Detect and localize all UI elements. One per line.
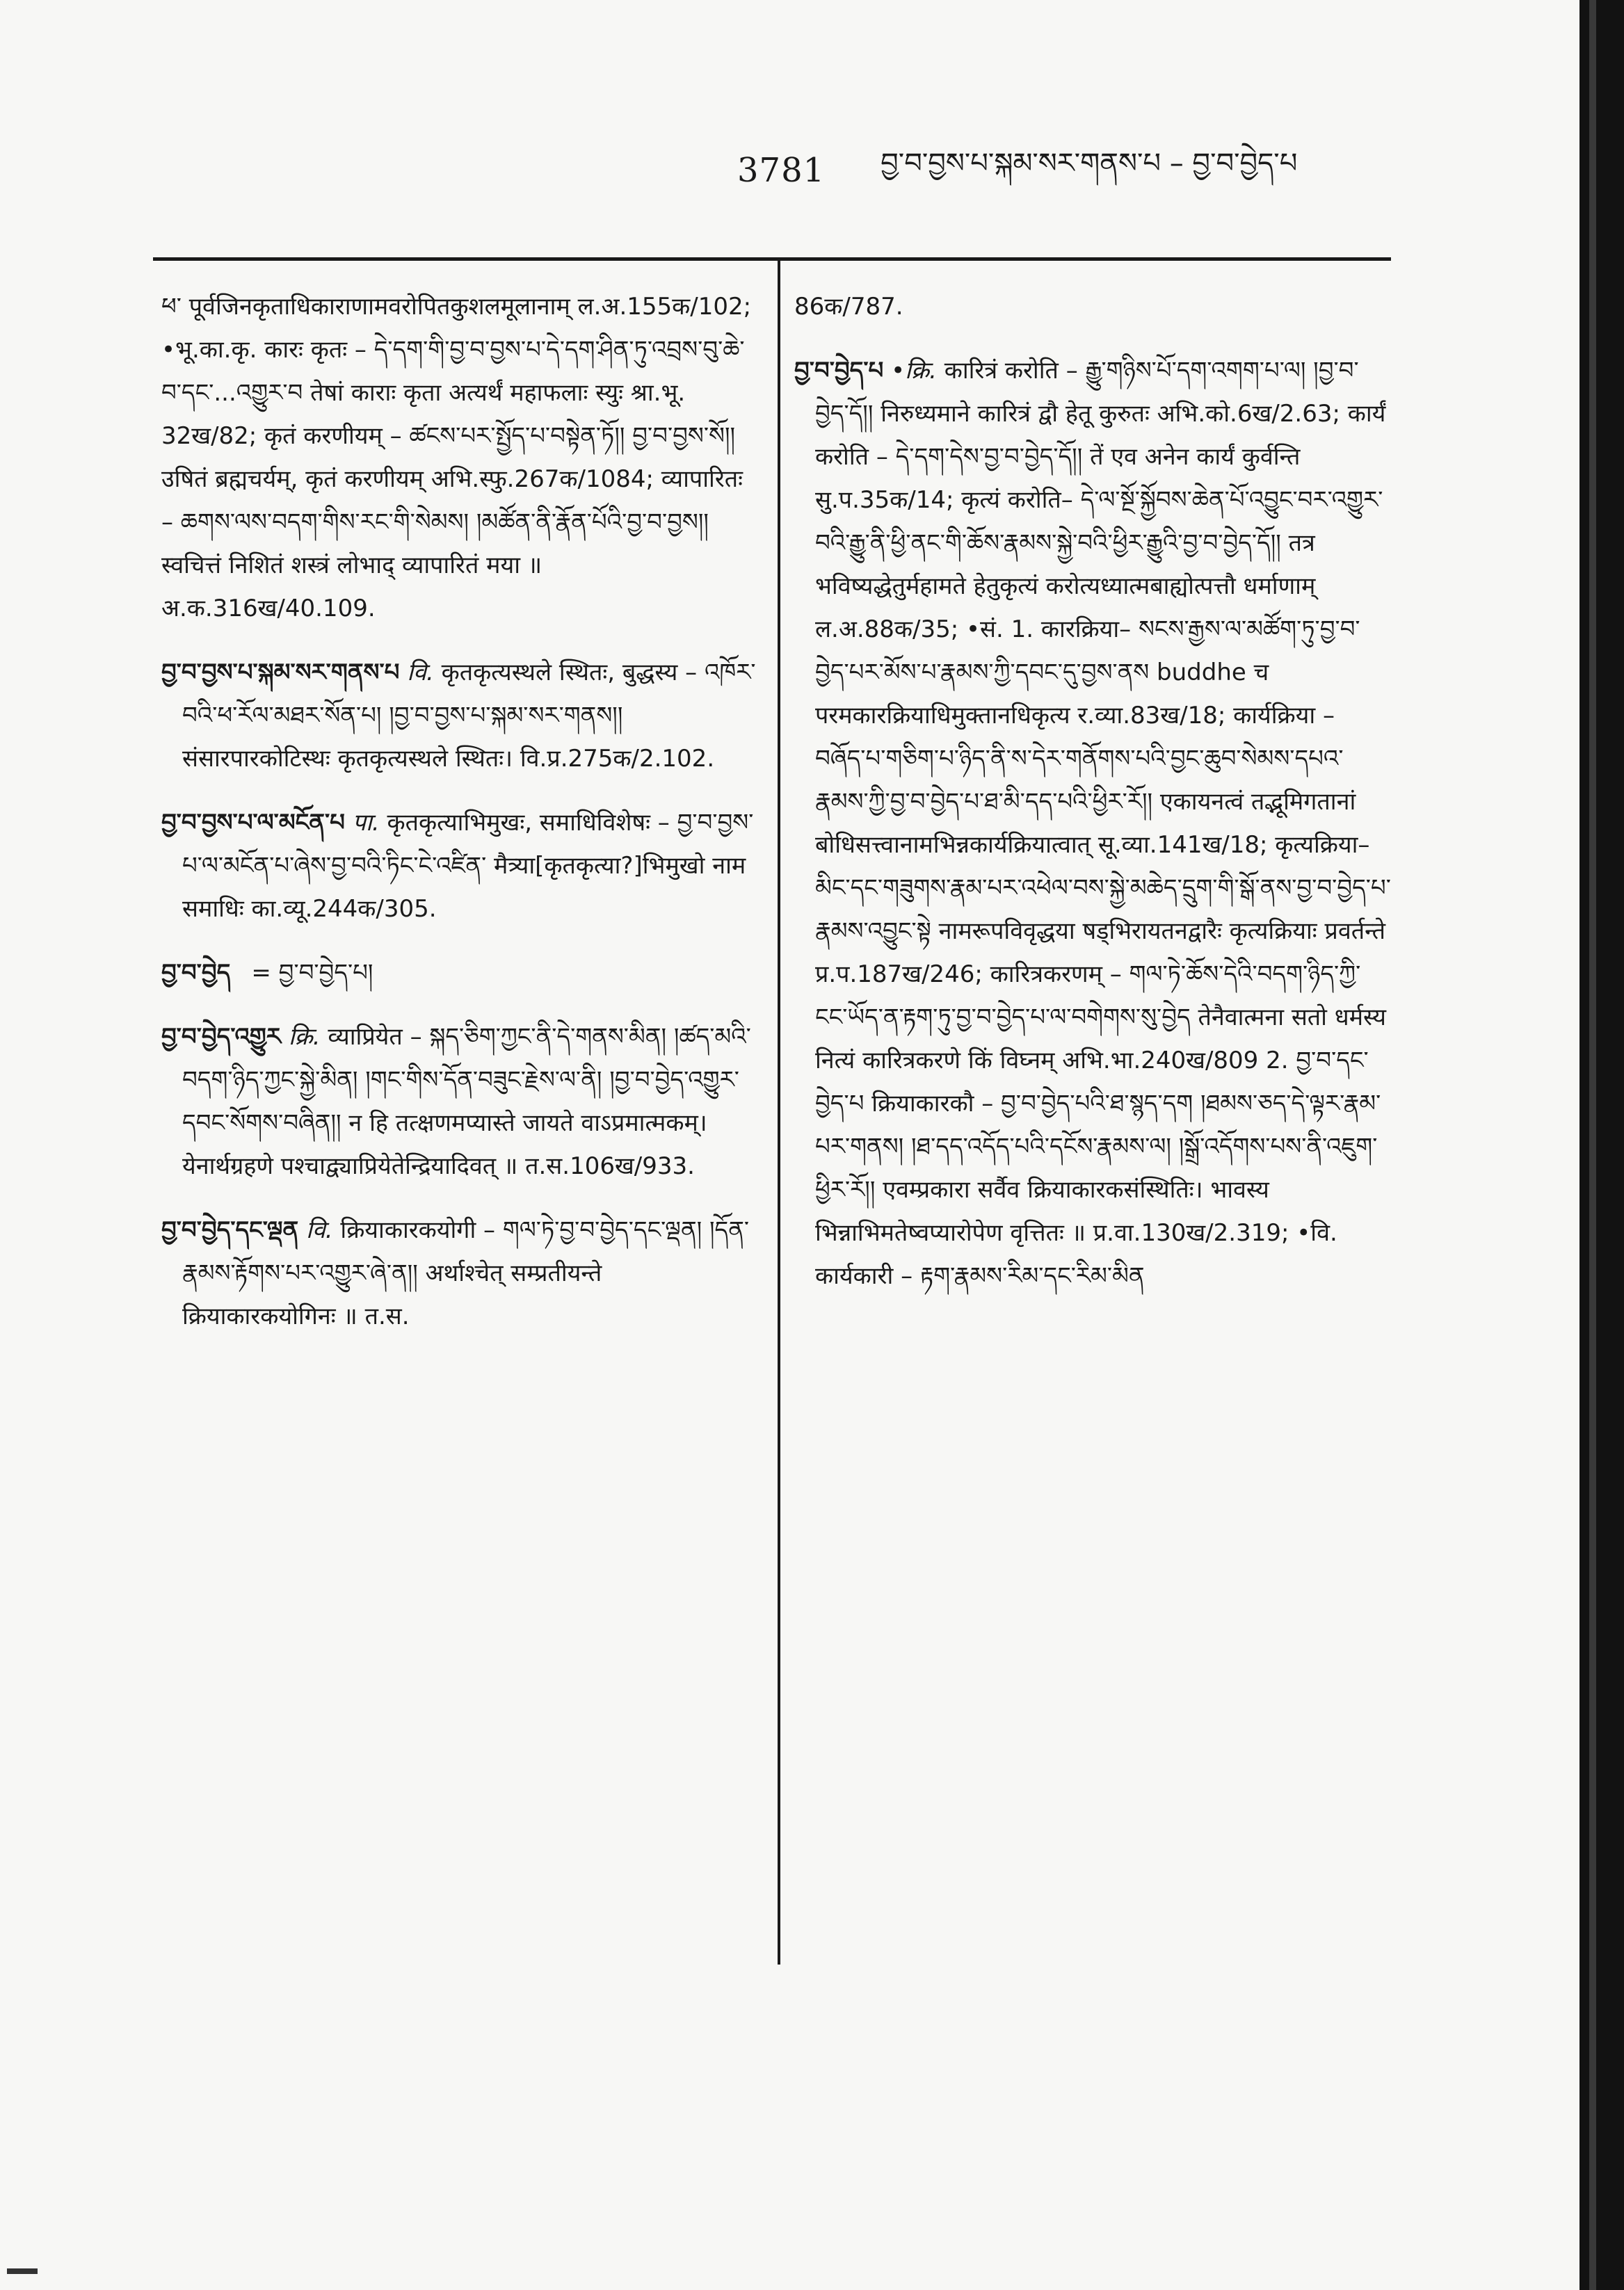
entry-body: कृतकृत्याभिमुखः, समाधिविशेषः – བྱ་བ་བྱས་པ་ལ་མངོན་པ་ཞེས་བྱ་བའི་ཏིང་ངེ་འཛིན་ मैत्र्या[कृतकृत्या?]भिमुखो नाम समाधिः का.व्यू.244क/305. — [182, 809, 754, 923]
entry-body: कृतकृत्यस्थले स्थितः, बुद्धस्य – འཁོར་བའི་ཕ་རོལ་མཐར་སོན་པ། །བྱ་བ་བྱས་པ་སྐམ་སར་གནས།། संसारपारकोटिस्थः कृतकृत्यस्थले स्थितः। वि.प्र.275क/2.102. — [182, 659, 756, 773]
headword: བྱ་བ་བྱེད་དང་ལྡན — [161, 1216, 299, 1244]
dictionary-entry — [794, 349, 1392, 1298]
page-header — [737, 139, 1558, 202]
left-column — [161, 285, 759, 1359]
page-number: 3781 — [737, 151, 826, 190]
dictionary-entry — [161, 951, 759, 994]
grammar-label: क्रि. — [288, 1023, 321, 1051]
entry-body: क्रियाकारकयोगी – གལ་ཏེ་བྱ་བ་བྱེད་དང་ལྡན། །དོན་རྣམས་རྟོགས་པར་འགྱུར་ཞེ་ན།། अर्थाश्चेत् सम्प्रतीयन्ते क्रियाकारकयोगिनः ॥ त.स. — [182, 1216, 750, 1330]
dictionary-entry — [161, 801, 759, 930]
running-head: བྱ་བ་བྱས་པ་སྐམ་སར་གནས་པ – བྱ་བ་བྱེད་པ — [881, 147, 1298, 179]
grammar-label: वि. — [407, 659, 434, 686]
entry-continuation — [794, 285, 1392, 328]
headword: བྱ་བ་བྱེད་པ — [794, 357, 884, 385]
entry-body: व्याप्रियेत – སྐད་ཅིག་ཀྱང་ནི་དེ་གནས་མིན། །ཚད་མའི་བདག་ཉིད་ཀྱང་སྐྱེ་མིན། །གང་གིས་དོན་བཟུང་རྗེས་ལ་ནི། །བྱ་བ་བྱེད་འགྱུར་དབང་སོགས་བཞིན།། न हि तत्क्षणमप्यास्ते जायते वाऽप्रमात्मकम्। येनार्थग्रहणे पश्चाद्व्याप्रियेतेन्द्रियादिवत् ॥ त.स.106ख/933. — [182, 1023, 751, 1180]
dictionary-entry — [161, 1015, 759, 1188]
headword: བྱ་བ་བྱས་པ་སྐམ་སར་གནས་པ — [161, 659, 400, 686]
entry-body: ཕ་ पूर्वजिनकृताधिकाराणामवरोपितकुशलमूलानाम् ल.अ.155क/102; •भू.का.कृ. कारः कृतः – དེ་དག་གི་བྱ་བ་བྱས་པ་དེ་དག་ཤིན་ཏུ་འབྲས་བུ་ཆེ་བ་དང་...འགྱུར་བ तेषां काराः कृता अत्यर्थं महाफलाः स्युः श्रा.भू. 32ख/82; कृतं करणीयम् – ཚངས་པར་སྤྱོད་པ་བསྟེན་ཏོ།། བྱ་བ་བྱས་སོ།། उषितं ब्रह्मचर्यम्, कृतं करणीयम् अभि.स्फु.267क/1084; व्यापारितः – ཆགས་ལས་བདག་གིས་རང་གི་སེམས། །མཚོན་ནི་རྣོན་པོའི་བྱ་བ་བྱས།། स्वचित्तं निशितं शस्त्रं लोभाद् व्यापारितं मया ॥ अ.क.316ख/40.109. — [161, 293, 752, 622]
headword: བྱ་བ་བྱས་པ་ལ་མངོན་པ — [161, 809, 345, 837]
entry-body: कारित्रं करोति – རྒྱུ་གཉིས་པོ་དག་འགག་པ་ལ། །བྱ་བ་བྱེད་དོ།། निरुध्यमाने कारित्रं द्वौ हेतू कुरुतः अभि.को.6ख/2.63; कार्यं करोति – དེ་དག་དེས་བྱ་བ་བྱེད་དོ།། तें एव अनेन कार्यं कुर्वन्ति सु.प.35क/14; कृत्यं करोति– དེ་ལ་སྔོ་སྐྱོབས་ཆེན་པོ་འབྱུང་བར་འགྱུར་བའི་རྒྱུ་ནི་ཕྱི་ནང་གི་ཆོས་རྣམས་སྐྱེ་བའི་ཕྱིར་རྒྱུའི་བྱ་བ་བྱེད་དོ།། तत्र भविष्यद्धेतुर्महामते हेतुकृत्यं करोत्यध्यात्मबाह्योत्पत्तौ धर्माणाम् ल.अ.88क/35; •सं. 1. कारक्रिया– སངས་རྒྱས་ལ་མཚོག་ཏུ་བྱ་བ་བྱེད་པར་མོས་པ་རྣམས་ཀྱི་དབང་དུ་བྱས་ནས buddhe च परमकारक्रियाधिमुक्तानधिकृत्य र.व्या.83ख/18; कार्यक्रिया – བཞོད་པ་གཅིག་པ་ཉིད་ནི་ས་དེར་གནོགས་པའི་བྱང་ཆུབ་སེམས་དཔའ་རྣམས་ཀྱི་བྱ་བ་བྱེད་པ་ཐ་མི་དད་པའི་ཕྱིར་རོ།། एकायनत्वं तद्भूमिगतानां बोधिसत्त्वानामभिन्नकार्यक्रियात्वात् सू.व्या.141ख/18; कृत्यक्रिया– མིང་དང་གཟུགས་རྣམ་པར་འཕེལ་བས་སྐྱེ་མཆེད་དྲུག་གི་སྒོ་ནས་བྱ་བ་བྱེད་པ་རྣམས་འབྱུང་སྟེ नामरूपविवृद्धया षड्भिरायतनद्वारैः कृत्यक्रियाः प्रवर्तन्ते प्र.प.187ख/246; कारित्रकरणम् – གལ་ཏེ་ཆོས་དེའི་བདག་ཉིད་ཀྱི་ངང་ཡོད་ན་རྟག་ཏུ་བྱ་བ་བྱེད་པ་ལ་བགེགས་སུ་བྱེད तेनैवात्मना सतो धर्मस्य नित्यं कारित्रकरणे किं विघ्नम् अभि.भा.240ख/809 2. བྱ་བ་དང་བྱེད་པ क्रियाकारकौ – བྱ་བ་བྱེད་པའི་ཐ་སྙད་དག །ཐམས་ཅད་དེ་ལྟར་རྣམ་པར་གནས། །ཐ་དད་འདོད་པའི་དངོས་རྣམས་ལ། །སྒྲོ་འདོགས་པས་ནི་འཇུག་ཕྱིར་རོ།། एवम्प्रकारा सर्वैव क्रियाकारकसंस्थितिः। भावस्य भिन्नाभिमतेष्वप्यारोपेण वृत्तितः ॥ प्र.वा.130ख/2.319; •वि. कार्यकारी – རྟག་རྣམས་རིམ་དང་རིམ་མིན — [815, 357, 1391, 1290]
headword: བྱ་བ་བྱེད — [161, 959, 231, 987]
grammar-label: वि. — [306, 1216, 333, 1244]
entry-body: 86क/787. — [794, 293, 903, 321]
dictionary-entry — [161, 1209, 759, 1338]
scan-corner-mark — [7, 2268, 38, 2274]
column-divider — [778, 261, 780, 1965]
dictionary-entry — [161, 651, 759, 780]
cross-reference: = བྱ་བ་བྱེད་པ། — [251, 959, 373, 987]
scan-streak — [1589, 0, 1596, 2290]
grammar-label: •क्रि. — [891, 357, 937, 385]
headword: བྱ་བ་བྱེད་འགྱུར — [161, 1023, 282, 1051]
scan-edge-shadow — [1579, 0, 1624, 2290]
entry-continuation — [161, 285, 759, 630]
grammar-label: पा. — [352, 809, 380, 837]
right-column — [794, 285, 1392, 1319]
header-rule — [153, 257, 1391, 261]
